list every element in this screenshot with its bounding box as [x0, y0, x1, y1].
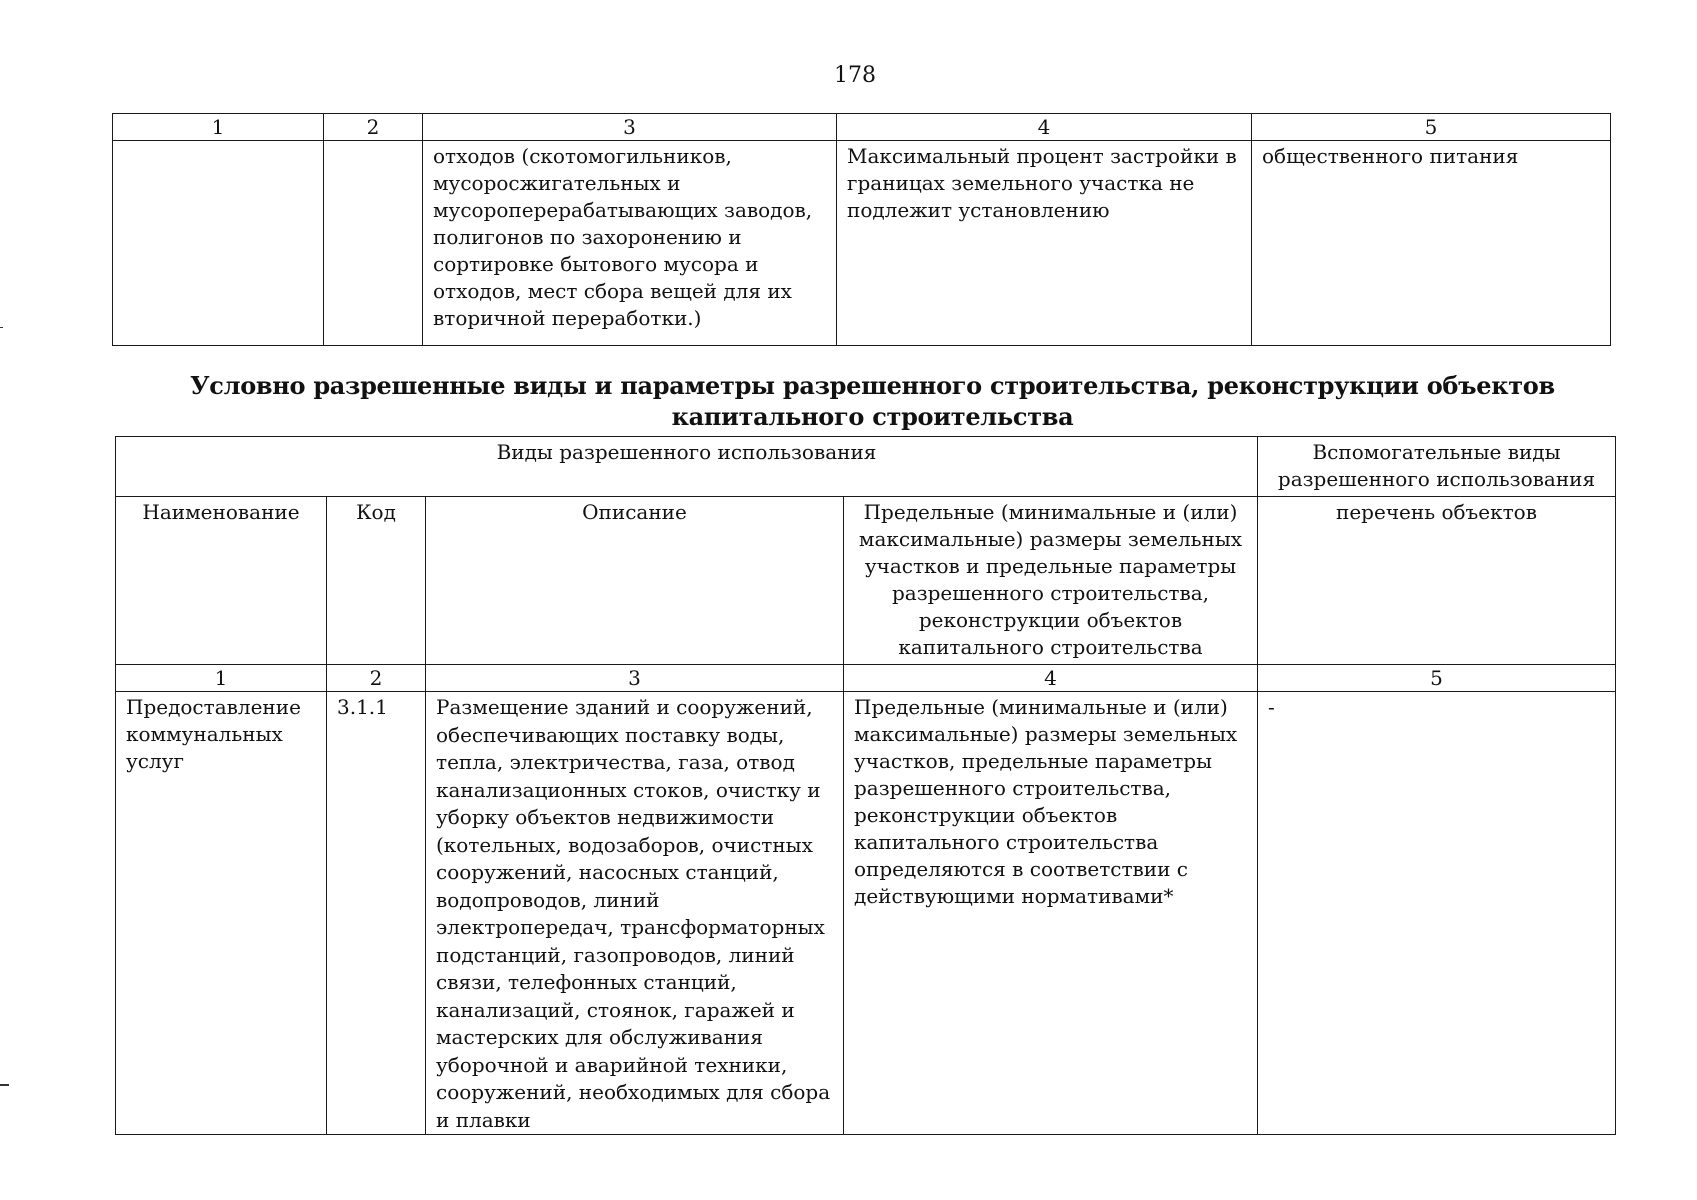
auxiliary-uses-header: Вспомогательные виды разрешенного использования [1258, 437, 1616, 497]
column-number: 1 [113, 114, 324, 141]
column-number: 3 [426, 665, 844, 692]
continued-table [112, 113, 1611, 346]
column-number-row [116, 665, 1616, 692]
scan-edge-mark [0, 1084, 9, 1086]
column-number: 1 [116, 665, 327, 692]
name-header: Наименование [116, 497, 327, 665]
parameters-cell: Максимальный процент застройки в границах земельного участка не подлежит установлению [837, 141, 1252, 346]
column-number: 4 [844, 665, 1258, 692]
permitted-uses-header: Виды разрешенного использования [116, 437, 1258, 497]
column-number-row [113, 114, 1611, 141]
page-number: 178 [834, 63, 876, 88]
scan-edge-mark [0, 327, 3, 328]
column-number: 3 [423, 114, 837, 141]
code-cell [324, 141, 423, 346]
group-header-row [116, 437, 1616, 497]
name-cell: Предоставление коммунальных услуг [116, 692, 327, 1135]
code-header: Код [327, 497, 426, 665]
code-cell: 3.1.1 [327, 692, 426, 1135]
column-number: 2 [327, 665, 426, 692]
table-row [113, 141, 1611, 346]
section-title: Условно разрешенные виды и параметры разрешенного строительства, реконструкции объектов капитального строительства [190, 371, 1555, 431]
name-cell [113, 141, 324, 346]
column-number: 5 [1258, 665, 1616, 692]
auxiliary-cell: общественного питания [1252, 141, 1611, 346]
column-header-row [116, 497, 1616, 665]
description-cell: Размещение зданий и сооружений, обеспечивающих поставку воды, тепла, электричества, газа, отвод канализационных стоков, очистку и уборку объектов недвижимости (котельных, водозаборов, очистных сооружений, насосных станций, водопроводов, линий электропередач, трансформаторных подстанций, газопроводов, линий связи, телефонных станций, канализаций, стоянок, гаражей и мастерских для обслуживания уборочной и аварийной техники, сооружений, необходимых для сбора и плавки [426, 692, 844, 1135]
description-header: Описание [426, 497, 844, 665]
auxiliary-cell: - [1258, 692, 1616, 1135]
column-number: 2 [324, 114, 423, 141]
parameters-header: Предельные (минимальные и (или) максимальные) размеры земельных участков и предельные параметры разрешенного строительства, реконструкции объектов капитального строительства [844, 497, 1258, 665]
column-number: 5 [1252, 114, 1611, 141]
conditional-uses-table [115, 436, 1616, 1135]
parameters-cell: Предельные (минимальные и (или) максимальные) размеры земельных участков, предельные параметры разрешенного строительства, реконструкции объектов капитального строительства определяются в соответствии с действующими нормативами* [844, 692, 1258, 1135]
objects-list-header: перечень объектов [1258, 497, 1616, 665]
table-row [116, 692, 1616, 1135]
description-cell: отходов (скотомогильников, мусоросжигательных и мусороперерабатывающих заводов, полигонов по захоронению и сортировке бытового мусора и отходов, мест сбора вещей для их вторичной переработки.) [423, 141, 837, 346]
column-number: 4 [837, 114, 1252, 141]
